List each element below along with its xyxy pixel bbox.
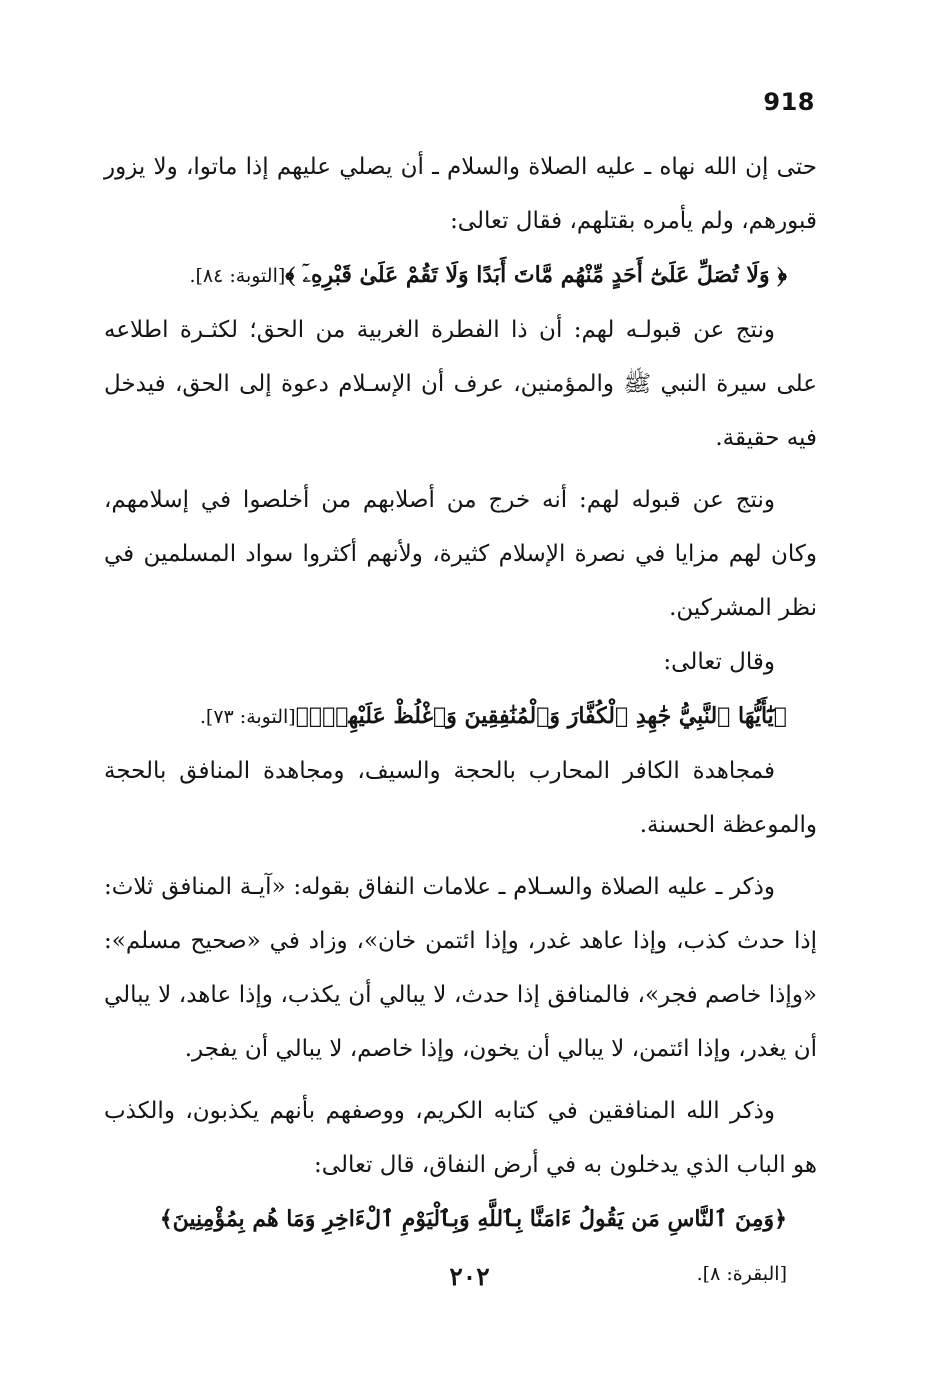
quran-verse [104,248,817,303]
quran-verse [104,689,817,744]
body-paragraph: وذكر الله المنافقين في كتابه الكريم، ووصفهم بأنهم يكذبون، والكذب هو الباب الذي يدخلون به في أرض النفاق، قال تعالى: [104,1098,817,1178]
body-paragraph: ونتج عن قبولـه لهم: أن ذا الفطرة الغربية من الحق؛ لكثـرة اطلاعه على سيرة النبي ﷺ والمؤمنين، عرف أن الإسـلام دعوة إلى الحق، فيدخل فيه حقيقة. [104,317,817,451]
verse-text: ﴿وَمِنَ ٱلنَّاسِ مَن يَقُولُ ءَامَنَّا بِٱللَّهِ وَبِٱلْيَوْمِ ٱلْءَاخِرِ وَمَا هُم بِمُؤْمِنِينَ﴾ [159,1206,787,1232]
body-paragraph: وقال تعالى: [663,649,775,675]
body-text [104,140,817,1301]
body-paragraph: فمجاهدة الكافر المحارب بالحجة والسيف، ومجاهدة المنافق بالحجة والموعظة الحسنة. [104,758,817,838]
verse-text: ﴿يَٰٓأَيُّهَا ٱلنَّبِيُّ جَٰهِدِ ٱلْكُفَّارَ وَٱلْمُنَٰفِقِينَ وَٱغْلُظْ عَلَيْهِمْۚ﴾ [295,703,787,729]
verse-reference: [التوبة: ٧٣]. [199,706,296,728]
verse-text: ﴿ وَلَا تُصَلِّ عَلَىٰٓ أَحَدٍ مِّنْهُم مَّاتَ أَبَدًا وَلَا تَقُمْ عَلَىٰ قَبْرِهِۦٓ ﴾ [285,262,787,288]
body-paragraph: حتى إن الله نهاه ـ عليه الصلاة والسلام ـ أن يصلي عليهم إذا ماتوا، ولا يزور قبورهم، ولم يأمره بقتلهم، فقال تعالى: [104,154,817,234]
page-number-top: 918 [763,88,815,116]
verse-reference: [التوبة: ٨٤]. [189,265,286,287]
body-paragraph: ونتج عن قبوله لهم: أنه خرج من أصلابهم من أخلصوا في إسلامهم، وكان لهم مزايا في نصرة الإسلام كثيرة، ولأنهم أكثروا سواد المسلمين في نظر المشركين. [104,487,817,621]
verse-reference: [البقرة: ٨]. [696,1263,787,1285]
body-paragraph: وذكر ـ عليه الصلاة والسـلام ـ علامات النفاق بقوله: «آيـة المنافق ثلاث: إذا حدث كذب، وإذا عاهد غدر، وإذا ائتمن خان»، وزاد في «صحيح مسلم»: «وإذا خاصم فجر»، فالمنافق إذا حدث، لا يبالي أن يكذب، وإذا عاهد، لا يبالي أن يغدر، وإذا ائتمن، لا يبالي أن يخون، وإذا خاصم، لا يبالي أن يفجر. [104,874,817,1062]
page-number-bottom: ٢٠٢ [449,1262,490,1291]
